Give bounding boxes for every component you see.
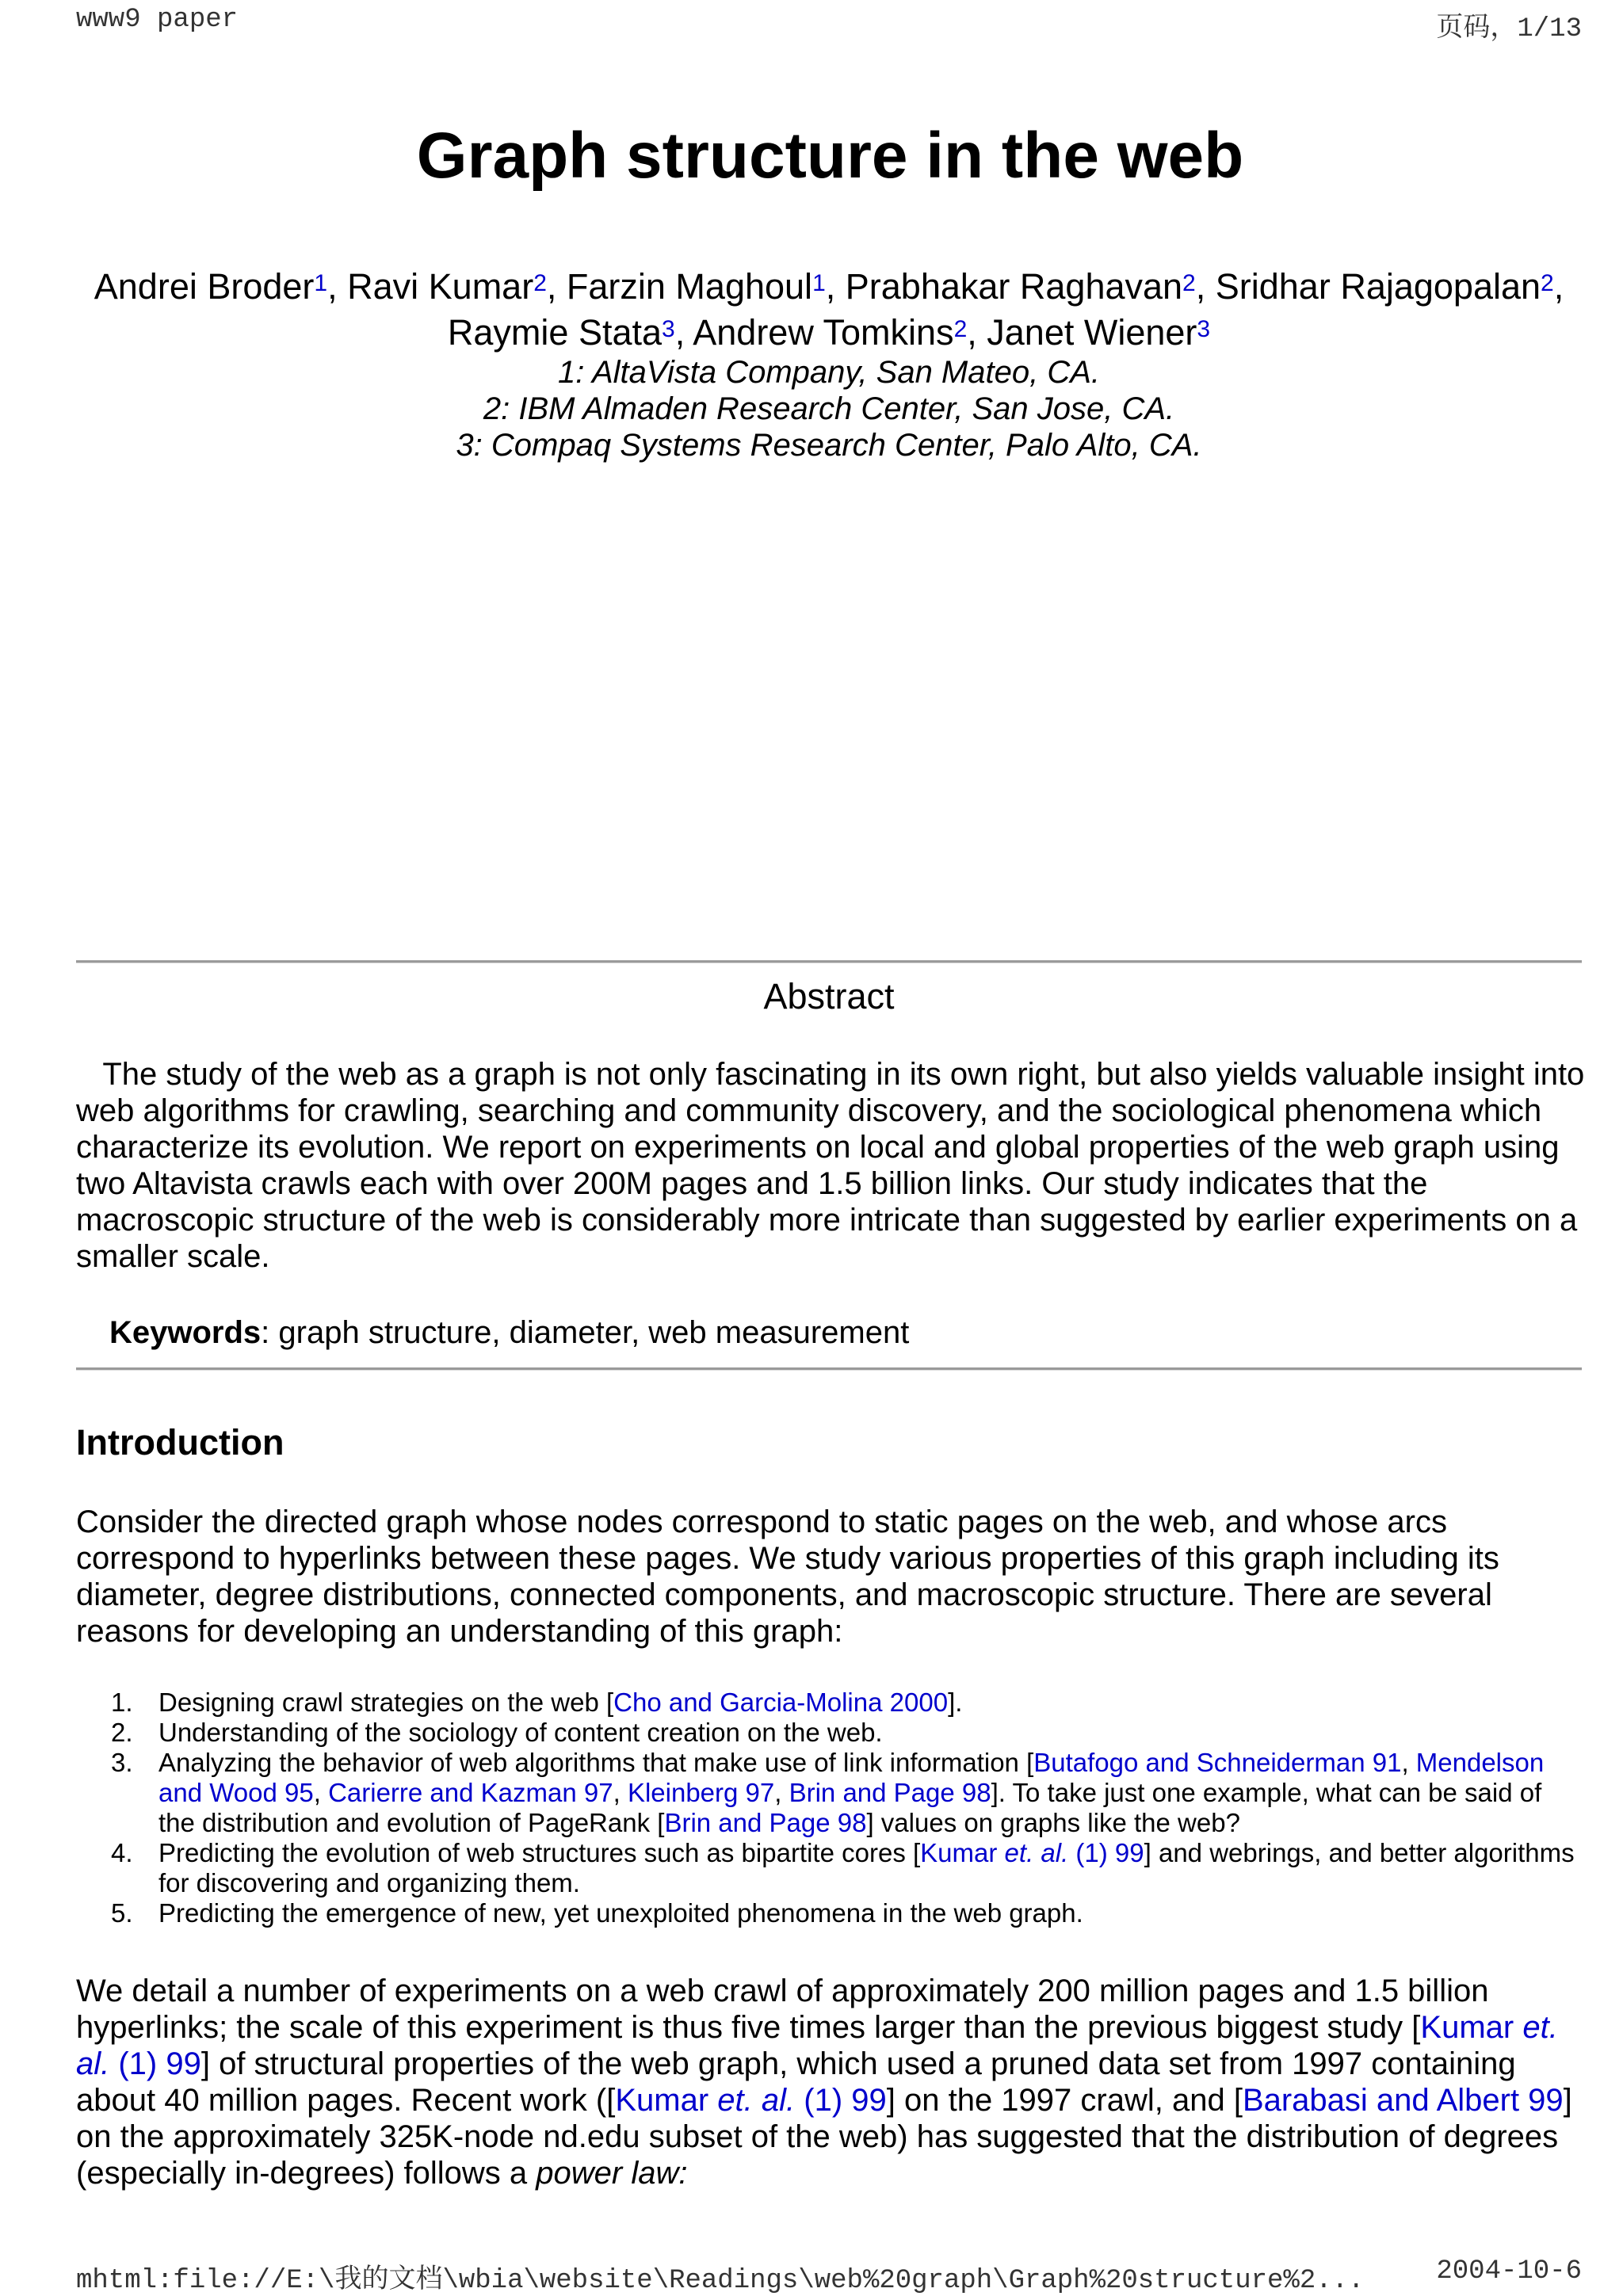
- citation-link[interactable]: Kumar: [1420, 2010, 1523, 2045]
- abstract-text: The study of the web as a graph is not only fascinating in its own right, but also yields valuable insight into web algorithms for crawling, searching and community discovery, and the sociological phenomena which characterize its evolution. We report on experiments on local and global properties of the web graph using two Altavista crawls each with over 200M pages and 1.5 billion links. Our study indicates that the macroscopic structure of the web is considerably more intricate than suggested by earlier experiments on a smaller scale.: [76, 1057, 1585, 1274]
- section-heading-introduction: Introduction: [76, 1422, 285, 1463]
- abstract-heading: Abstract: [763, 976, 895, 1016]
- list-item: [76, 1718, 1582, 1748]
- text-run: ] on the 1997 crawl, and [: [886, 2083, 1243, 2118]
- text-run: Designing crawl strategies on the web [: [158, 1688, 614, 1717]
- list-item: [76, 1838, 1582, 1898]
- footer-file-path: mhtml:file://E:\我的文档\wbia\website\Readings\web%20graph\Graph%20structure%2...: [76, 2266, 1365, 2296]
- affiliation-marker-link[interactable]: 1: [314, 270, 328, 296]
- author-separator: ,: [1553, 266, 1564, 307]
- author-name: Andrew Tomkins: [693, 312, 954, 353]
- author-separator: ,: [825, 266, 846, 307]
- citation-link[interactable]: Barabasi and Albert 99: [1242, 2083, 1564, 2118]
- author-name: Andrei Broder: [94, 266, 315, 307]
- page-header-left: www9 paper: [76, 5, 239, 35]
- affiliation-marker-link[interactable]: 2: [1541, 270, 1554, 296]
- affiliation-list: [76, 354, 1582, 463]
- reasons-list: [76, 1688, 1582, 1928]
- citation-link[interactable]: Kleinberg 97: [627, 1778, 775, 1807]
- citation-link[interactable]: Mendelson and Wood 95: [158, 1748, 1545, 1807]
- citation-link[interactable]: Carierre and Kazman 97: [328, 1778, 613, 1807]
- horizontal-rule-top: [76, 960, 1582, 963]
- citation-link[interactable]: (1) 99: [1068, 1838, 1144, 1867]
- author-list: [76, 264, 1582, 356]
- paper-title: Graph structure in the web: [416, 120, 1244, 192]
- list-item: [76, 1898, 1582, 1928]
- text-run: ] values on graphs like the web?: [866, 1808, 1240, 1837]
- affiliation-line: 3: Compaq Systems Research Center, Palo Alto, CA.: [456, 428, 1202, 463]
- author-separator: ,: [1195, 266, 1216, 307]
- affiliation-line: 2: IBM Almaden Research Center, San Jose, CA.: [483, 391, 1175, 426]
- text-run: Predicting the evolution of web structures such as bipartite cores [: [158, 1838, 921, 1867]
- text-run: ].: [948, 1688, 963, 1717]
- author-name: Prabhakar Raghavan: [845, 266, 1183, 307]
- citation-link[interactable]: Kumar: [920, 1838, 1005, 1867]
- list-item: [76, 1688, 1582, 1718]
- author-separator: ,: [967, 312, 987, 353]
- text-run: Understanding of the sociology of content creation on the web.: [158, 1718, 883, 1747]
- citation-link[interactable]: et. al.: [76, 2010, 1558, 2081]
- text-run: ]. To take just one example, what can be said of the distribution and evolution of PageRank [: [158, 1778, 1542, 1837]
- citation-link[interactable]: (1) 99: [109, 2046, 201, 2081]
- text-run: ,: [774, 1778, 789, 1807]
- author-name: Janet Wiener: [987, 312, 1197, 353]
- text-run: ] and webrings, and better algorithms for discovering and organizing them.: [158, 1838, 1575, 1897]
- list-item-number: 5.: [111, 1898, 133, 1928]
- keywords-label: Keywords: [109, 1315, 262, 1350]
- footer-date: 2004-10-6: [1436, 2256, 1582, 2286]
- text-run: ] of structural properties of the web graph, which used a pruned data set from 1997 containing about 40 million pages. Recent work ([: [76, 2046, 1516, 2118]
- keywords: [109, 1315, 909, 1351]
- affiliation-line: 1: AltaVista Company, San Mateo, CA.: [557, 355, 1101, 390]
- citation-link[interactable]: Kumar: [615, 2083, 718, 2118]
- text-run: ] on the approximately 325K-node nd.edu subset of the web) has suggested that the distribution of degrees (especially in-degrees) follows a: [76, 2083, 1572, 2191]
- affiliation-marker-link[interactable]: 3: [1197, 316, 1211, 342]
- author-separator: ,: [674, 312, 693, 353]
- page-number: 页码，1/13: [1436, 14, 1582, 44]
- text-run: Analyzing the behavior of web algorithms that make use of link information [: [158, 1748, 1034, 1777]
- horizontal-rule-bottom: [76, 1367, 1582, 1371]
- text-run: ,: [613, 1778, 628, 1807]
- intro-paragraph-2: [76, 1973, 1598, 2191]
- list-item-number: 2.: [111, 1718, 133, 1747]
- list-item-number: 3.: [111, 1748, 133, 1777]
- list-item-number: 4.: [111, 1838, 133, 1867]
- author-separator: ,: [546, 266, 567, 307]
- text-run: Predicting the emergence of new, yet unexploited phenomena in the web graph.: [158, 1898, 1083, 1928]
- text-run: We detail a number of experiments on a web crawl of approximately 200 million pages and 1.5 billion hyperlinks; the scale of this experiment is thus five times larger than the previous biggest study [: [76, 1974, 1489, 2045]
- citation-link[interactable]: (1) 99: [795, 2083, 887, 2118]
- text-run: ,: [313, 1778, 329, 1807]
- intro-paragraph-1: Consider the directed graph whose nodes correspond to static pages on the web, and whose arcs correspond to hyperlinks between these pages. We study various properties of this graph including its diameter, degree distributions, connected components, and macroscopic structure. There are several reasons for developing an understanding of this graph:: [76, 1505, 1499, 1649]
- citation-link[interactable]: et. al.: [717, 2083, 796, 2118]
- list-item: [76, 1748, 1582, 1838]
- affiliation-marker-link[interactable]: 2: [953, 316, 968, 342]
- author-name: Ravi Kumar: [347, 266, 534, 307]
- citation-link[interactable]: Cho and Garcia-Molina 2000: [613, 1688, 949, 1717]
- affiliation-marker-link[interactable]: 2: [533, 270, 547, 296]
- text-run: ,: [1401, 1748, 1416, 1777]
- citation-link[interactable]: et. al.: [1004, 1838, 1069, 1867]
- author-name: Sridhar Rajagopalan: [1215, 266, 1541, 307]
- citation-link[interactable]: Brin and Page 98: [664, 1808, 867, 1837]
- citation-link[interactable]: Brin and Page 98: [789, 1778, 991, 1807]
- list-item-number: 1.: [111, 1688, 133, 1717]
- text-run: power law:: [536, 2156, 688, 2191]
- affiliation-marker-link[interactable]: 2: [1182, 270, 1196, 296]
- affiliation-marker-link[interactable]: 1: [812, 270, 826, 296]
- author-name: Farzin Maghoul: [566, 266, 813, 307]
- keywords-text: : graph structure, diameter, web measurement: [261, 1315, 910, 1350]
- author-separator: ,: [327, 266, 348, 307]
- affiliation-marker-link[interactable]: 3: [662, 316, 675, 342]
- citation-link[interactable]: Butafogo and Schneiderman 91: [1033, 1748, 1402, 1777]
- author-name: Raymie Stata: [447, 312, 663, 353]
